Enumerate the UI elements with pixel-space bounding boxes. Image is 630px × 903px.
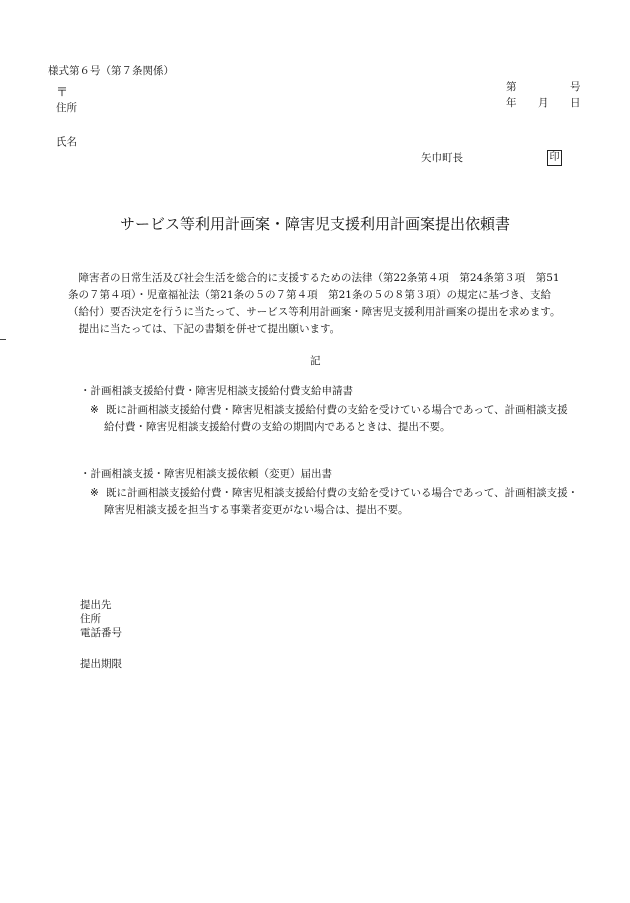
doc-number-suffix: 号 bbox=[570, 81, 581, 93]
name-label: 氏名 bbox=[56, 136, 77, 148]
ki-heading: 記 bbox=[310, 355, 321, 367]
note-mark: ※ bbox=[90, 487, 99, 499]
item-title: ・計画相談支援給付費・障害児相談支援給付費支給申請書 bbox=[80, 385, 353, 397]
document-title: サービス等利用計画案・障害児支援利用計画案提出依頼書 bbox=[119, 215, 510, 233]
deadline-label: 提出期限 bbox=[80, 658, 122, 670]
footer-address-label: 住所 bbox=[80, 613, 101, 625]
date-day: 日 bbox=[570, 97, 581, 109]
phone-label: 電話番号 bbox=[80, 627, 122, 639]
note-line: 既に計画相談支援給付費・障害児相談支援給付費の支給を受けている場合であって、計画相談支援・ bbox=[106, 487, 579, 499]
issuer-title: 矢巾町長 bbox=[421, 152, 463, 164]
body-line: 障害者の日常生活及び社会生活を総合的に支援するための法律（第22条第４項 第24条第３項 第51 bbox=[68, 272, 560, 284]
date-year: 年 bbox=[506, 97, 517, 109]
body-paragraph bbox=[68, 270, 590, 338]
body-line: （給付）要否決定を行うに当たって、サービス等利用計画案・障害児支援利用計画案の提出を求めます。 bbox=[68, 306, 561, 318]
seal-mark: 印 bbox=[547, 150, 562, 166]
note-mark: ※ bbox=[90, 404, 99, 416]
doc-number-prefix: 第 bbox=[506, 81, 517, 93]
address-label: 住所 bbox=[56, 102, 77, 114]
body-line: 条の７第４項）・児童福祉法（第21条の５の７第４項 第21条の５の８第３項）の規定に基づき、支給 bbox=[68, 289, 552, 301]
item-title: ・計画相談支援・障害児相談支援依頼（変更）届出書 bbox=[80, 468, 332, 480]
postal-mark: 〒 bbox=[56, 85, 69, 99]
body-line: 提出に当たっては、下記の書類を併せて提出願います。 bbox=[68, 323, 341, 335]
form-number: 様式第６号（第７条関係） bbox=[48, 65, 174, 77]
margin-tick bbox=[0, 339, 6, 340]
note-line: 障害児相談支援を担当する事業者変更がない場合は、提出不要。 bbox=[104, 504, 409, 516]
item-note bbox=[90, 485, 578, 519]
note-line: 給付費・障害児相談支援給付費の支給の期間内であるときは、提出不要。 bbox=[104, 421, 451, 433]
note-line: 既に計画相談支援給付費・障害児相談支援給付費の支給を受けている場合であって、計画相談支援 bbox=[106, 404, 568, 416]
date-month: 月 bbox=[538, 97, 549, 109]
item-note bbox=[90, 402, 568, 436]
destination-label: 提出先 bbox=[80, 599, 112, 611]
